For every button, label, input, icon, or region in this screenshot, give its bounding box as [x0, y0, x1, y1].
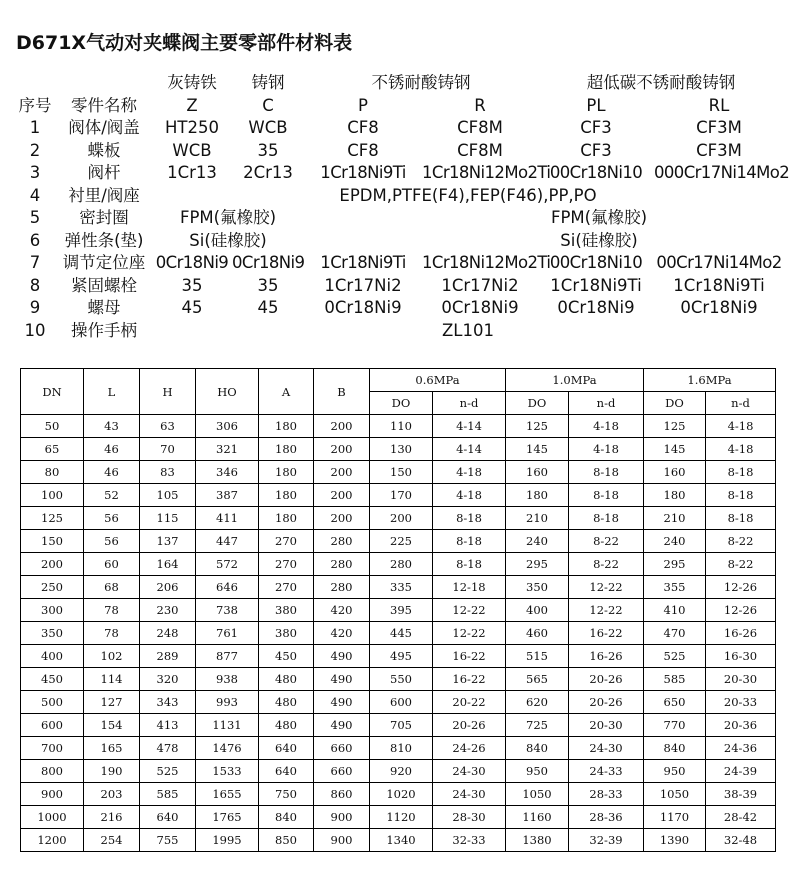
table-cell: 115	[140, 507, 196, 530]
table-cell: 1655	[196, 783, 259, 806]
table-cell: 32-33	[433, 829, 506, 852]
table-cell: 840	[644, 737, 706, 760]
table-cell: 4-18	[706, 438, 776, 461]
table-cell: 210	[644, 507, 706, 530]
table-cell: 525	[140, 760, 196, 783]
table-cell: 650	[644, 691, 706, 714]
table-cell: 180	[259, 484, 314, 507]
table-cell: 68	[84, 576, 140, 599]
table-cell: 56	[84, 530, 140, 553]
table-row	[21, 415, 776, 438]
col-header-0-6mpa: 0.6MPa	[370, 369, 506, 392]
table-cell: 24-30	[433, 783, 506, 806]
table-cell: 70	[140, 438, 196, 461]
table-row	[21, 461, 776, 484]
table-cell: 180	[506, 484, 569, 507]
table-cell: 60	[84, 553, 140, 576]
table-cell: 660	[314, 737, 370, 760]
col-header-do: DO	[370, 392, 433, 415]
table-cell: 450	[259, 645, 314, 668]
table-cell: 12-22	[433, 622, 506, 645]
table-cell: 515	[506, 645, 569, 668]
table-cell: 16-26	[706, 622, 776, 645]
table-cell: 1000	[21, 806, 84, 829]
table-cell: 1533	[196, 760, 259, 783]
table-cell: 160	[644, 461, 706, 484]
table-cell: 250	[21, 576, 84, 599]
table-cell: 180	[259, 461, 314, 484]
table-cell: 480	[259, 668, 314, 691]
table-cell: 20-22	[433, 691, 506, 714]
table-cell: 12-22	[433, 599, 506, 622]
table-row	[21, 507, 776, 530]
table-cell: 450	[21, 668, 84, 691]
table-cell: 20-26	[569, 668, 644, 691]
table-cell: 705	[370, 714, 433, 737]
table-cell: 254	[84, 829, 140, 852]
table-cell: 8-22	[706, 530, 776, 553]
table-cell: 52	[84, 484, 140, 507]
table-row	[21, 691, 776, 714]
table-cell: 755	[140, 829, 196, 852]
table-row	[21, 645, 776, 668]
table-cell: 210	[506, 507, 569, 530]
table-cell: 525	[644, 645, 706, 668]
table-cell: 860	[314, 783, 370, 806]
table-cell: 660	[314, 760, 370, 783]
table-cell: 200	[314, 438, 370, 461]
table-cell: 490	[314, 668, 370, 691]
table-cell: 840	[259, 806, 314, 829]
table-cell: 200	[21, 553, 84, 576]
table-cell: 4-14	[433, 415, 506, 438]
table-cell: 65	[21, 438, 84, 461]
table-cell: 306	[196, 415, 259, 438]
col-header-z: Z	[186, 95, 198, 115]
table-cell: 565	[506, 668, 569, 691]
table-cell: 127	[84, 691, 140, 714]
table-cell: 24-36	[706, 737, 776, 760]
table-cell: 8-18	[569, 484, 644, 507]
table-cell: 938	[196, 668, 259, 691]
table-row	[21, 622, 776, 645]
col-header-do: DO	[506, 392, 569, 415]
table-cell: 170	[370, 484, 433, 507]
page-title: D671X气动对夹蝶阀主要零部件材料表	[16, 32, 353, 54]
table-cell: 572	[196, 553, 259, 576]
col-header-1-6mpa: 1.6MPa	[644, 369, 776, 392]
table-cell: 203	[84, 783, 140, 806]
table-cell: 164	[140, 553, 196, 576]
table-cell: 8-22	[706, 553, 776, 576]
table-cell: 500	[21, 691, 84, 714]
table-cell: 145	[644, 438, 706, 461]
table-cell: 145	[506, 438, 569, 461]
table-cell: 12-18	[433, 576, 506, 599]
materials-col-header	[14, 95, 784, 118]
table-cell: 1390	[644, 829, 706, 852]
material-row: 5 密封圈 FPM(氟橡胶) FPM(氟橡胶)	[29, 208, 648, 228]
table-cell: 738	[196, 599, 259, 622]
table-cell: 56	[84, 507, 140, 530]
table-cell: 480	[259, 714, 314, 737]
table-cell: 8-18	[706, 484, 776, 507]
table-cell: 200	[314, 415, 370, 438]
col-header-c: C	[262, 95, 274, 115]
table-cell: 410	[644, 599, 706, 622]
table-cell: 8-18	[569, 507, 644, 530]
table-cell: 4-18	[433, 461, 506, 484]
table-cell: 28-42	[706, 806, 776, 829]
table-cell: 16-22	[433, 668, 506, 691]
table-cell: 4-18	[569, 415, 644, 438]
group-stainless: 不锈耐酸铸钢	[371, 73, 471, 93]
table-cell: 413	[140, 714, 196, 737]
table-cell: 20-26	[433, 714, 506, 737]
table-cell: 1765	[196, 806, 259, 829]
table-cell: 24-26	[433, 737, 506, 760]
table-cell: 600	[370, 691, 433, 714]
table-cell: 20-30	[706, 668, 776, 691]
table-cell: 395	[370, 599, 433, 622]
table-cell: 800	[21, 760, 84, 783]
table-cell: 1340	[370, 829, 433, 852]
table-cell: 248	[140, 622, 196, 645]
col-header-l: L	[84, 369, 140, 415]
table-cell: 200	[370, 507, 433, 530]
table-row	[21, 714, 776, 737]
table-cell: 20-26	[569, 691, 644, 714]
table-cell: 1170	[644, 806, 706, 829]
table-cell: 32-39	[569, 829, 644, 852]
table-cell: 8-18	[433, 553, 506, 576]
col-header-pl: PL	[586, 95, 606, 115]
table-cell: 160	[506, 461, 569, 484]
col-header-1-0mpa: 1.0MPa	[506, 369, 644, 392]
table-cell: 280	[314, 576, 370, 599]
col-header-index: 序号	[18, 95, 52, 115]
table-row	[21, 737, 776, 760]
table-cell: 200	[314, 461, 370, 484]
table-cell: 478	[140, 737, 196, 760]
table-cell: 78	[84, 599, 140, 622]
table-cell: 490	[314, 691, 370, 714]
table-cell: 320	[140, 668, 196, 691]
table-cell: 1050	[644, 783, 706, 806]
table-cell: 620	[506, 691, 569, 714]
material-row: 9 螺母 45 45 0Cr18Ni9 0Cr18Ni9 0Cr18Ni9 0Cr18Ni9	[29, 298, 758, 318]
col-header-ho: HO	[196, 369, 259, 415]
material-row: 8 紧固螺栓 35 35 1Cr17Ni2 1Cr17Ni2 1Cr18Ni9Ti 1Cr18Ni9Ti	[29, 275, 765, 295]
table-row	[21, 438, 776, 461]
table-cell: 8-18	[706, 507, 776, 530]
table-cell: 400	[506, 599, 569, 622]
table-cell: 28-36	[569, 806, 644, 829]
col-header-a: A	[259, 369, 314, 415]
table-cell: 8-22	[569, 530, 644, 553]
table-row	[21, 484, 776, 507]
table-cell: 63	[140, 415, 196, 438]
table-cell: 343	[140, 691, 196, 714]
table-cell: 24-30	[433, 760, 506, 783]
dimensions-header-row	[21, 369, 776, 392]
table-row	[21, 829, 776, 852]
table-row	[21, 783, 776, 806]
table-cell: 43	[84, 415, 140, 438]
table-cell: 490	[314, 714, 370, 737]
table-cell: 447	[196, 530, 259, 553]
table-cell: 600	[21, 714, 84, 737]
table-cell: 150	[370, 461, 433, 484]
table-cell: 83	[140, 461, 196, 484]
table-cell: 125	[506, 415, 569, 438]
table-cell: 80	[21, 461, 84, 484]
table-cell: 165	[84, 737, 140, 760]
table-cell: 495	[370, 645, 433, 668]
table-row	[21, 599, 776, 622]
table-cell: 387	[196, 484, 259, 507]
table-cell: 550	[370, 668, 433, 691]
table-cell: 725	[506, 714, 569, 737]
table-cell: 420	[314, 599, 370, 622]
dimensions-table	[20, 368, 776, 852]
col-header-p: P	[358, 95, 368, 115]
material-row: 4 衬里/阀座 EPDM,PTFE(F4),FEP(F46),PP,PO	[29, 185, 597, 205]
table-cell: 900	[314, 829, 370, 852]
group-gray-cast-iron: 灰铸铁	[167, 73, 217, 93]
table-cell: 280	[370, 553, 433, 576]
table-cell: 4-18	[569, 438, 644, 461]
table-cell: 646	[196, 576, 259, 599]
table-cell: 150	[21, 530, 84, 553]
material-row: 2 蝶板 WCB 35 CF8 CF8M CF3 CF3M	[29, 140, 742, 160]
col-header-h: H	[140, 369, 196, 415]
table-cell: 154	[84, 714, 140, 737]
dimensions-body	[21, 415, 776, 852]
table-cell: 1131	[196, 714, 259, 737]
table-cell: 20-33	[706, 691, 776, 714]
table-cell: 20-36	[706, 714, 776, 737]
table-cell: 840	[506, 737, 569, 760]
table-cell: 411	[196, 507, 259, 530]
table-cell: 270	[259, 553, 314, 576]
table-cell: 12-26	[706, 576, 776, 599]
table-cell: 180	[259, 415, 314, 438]
table-cell: 585	[644, 668, 706, 691]
table-cell: 4-18	[433, 484, 506, 507]
table-cell: 8-22	[569, 553, 644, 576]
table-cell: 335	[370, 576, 433, 599]
table-cell: 78	[84, 622, 140, 645]
material-row: 10 操作手柄 ZL101	[24, 320, 494, 340]
table-cell: 16-30	[706, 645, 776, 668]
col-header-rl: RL	[708, 95, 730, 115]
table-cell: 12-22	[569, 599, 644, 622]
table-cell: 38-39	[706, 783, 776, 806]
table-cell: 920	[370, 760, 433, 783]
table-cell: 346	[196, 461, 259, 484]
table-cell: 180	[259, 438, 314, 461]
col-header-do: DO	[644, 392, 706, 415]
table-cell: 8-18	[706, 461, 776, 484]
table-cell: 206	[140, 576, 196, 599]
table-cell: 380	[259, 599, 314, 622]
col-header-nd: n-d	[569, 392, 644, 415]
table-cell: 640	[140, 806, 196, 829]
table-row	[21, 668, 776, 691]
table-cell: 180	[259, 507, 314, 530]
table-cell: 321	[196, 438, 259, 461]
table-cell: 950	[506, 760, 569, 783]
table-cell: 240	[644, 530, 706, 553]
table-cell: 900	[314, 806, 370, 829]
table-cell: 230	[140, 599, 196, 622]
table-cell: 20-30	[569, 714, 644, 737]
table-cell: 125	[644, 415, 706, 438]
material-row: 1 阀体/阀盖 HT250 WCB CF8 CF8M CF3 CF3M	[29, 118, 742, 138]
table-cell: 877	[196, 645, 259, 668]
table-cell: 295	[644, 553, 706, 576]
table-cell: 1050	[506, 783, 569, 806]
table-cell: 770	[644, 714, 706, 737]
table-cell: 993	[196, 691, 259, 714]
table-cell: 200	[314, 507, 370, 530]
table-cell: 8-18	[569, 461, 644, 484]
col-header-dn: DN	[21, 369, 84, 415]
table-cell: 1476	[196, 737, 259, 760]
table-cell: 130	[370, 438, 433, 461]
table-cell: 295	[506, 553, 569, 576]
table-cell: 190	[84, 760, 140, 783]
table-cell: 761	[196, 622, 259, 645]
table-cell: 16-22	[569, 622, 644, 645]
table-cell: 200	[314, 484, 370, 507]
table-cell: 46	[84, 461, 140, 484]
table-cell: 216	[84, 806, 140, 829]
table-cell: 1200	[21, 829, 84, 852]
table-cell: 300	[21, 599, 84, 622]
table-cell: 46	[84, 438, 140, 461]
table-cell: 280	[314, 553, 370, 576]
table-cell: 180	[644, 484, 706, 507]
table-cell: 240	[506, 530, 569, 553]
table-cell: 950	[644, 760, 706, 783]
table-cell: 585	[140, 783, 196, 806]
table-cell: 225	[370, 530, 433, 553]
col-header-part: 零件名称	[71, 95, 137, 115]
table-cell: 102	[84, 645, 140, 668]
materials-table	[14, 72, 790, 342]
group-cast-steel: 铸钢	[251, 73, 285, 93]
table-cell: 270	[259, 530, 314, 553]
table-cell: 100	[21, 484, 84, 507]
table-cell: 28-30	[433, 806, 506, 829]
table-cell: 16-26	[569, 645, 644, 668]
table-cell: 750	[259, 783, 314, 806]
table-cell: 137	[140, 530, 196, 553]
table-cell: 50	[21, 415, 84, 438]
table-cell: 1380	[506, 829, 569, 852]
table-cell: 640	[259, 760, 314, 783]
table-cell: 355	[644, 576, 706, 599]
table-cell: 470	[644, 622, 706, 645]
table-cell: 110	[370, 415, 433, 438]
table-cell: 280	[314, 530, 370, 553]
table-cell: 480	[259, 691, 314, 714]
table-cell: 640	[259, 737, 314, 760]
col-header-b: B	[314, 369, 370, 415]
material-row: 7 调节定位座 0Cr18Ni9 0Cr18Ni9 1Cr18Ni9Ti 1Cr18Ni12Mo2Ti 00Cr18Ni10 00Cr17Ni14Mo2	[29, 253, 782, 273]
col-header-nd: n-d	[706, 392, 776, 415]
table-cell: 28-33	[569, 783, 644, 806]
table-cell: 850	[259, 829, 314, 852]
table-cell: 400	[21, 645, 84, 668]
table-cell: 1120	[370, 806, 433, 829]
table-cell: 700	[21, 737, 84, 760]
table-cell: 490	[314, 645, 370, 668]
table-cell: 16-22	[433, 645, 506, 668]
table-cell: 4-14	[433, 438, 506, 461]
table-cell: 4-18	[706, 415, 776, 438]
group-low-carbon-stainless: 超低碳不锈耐酸铸钢	[586, 73, 736, 93]
table-cell: 350	[21, 622, 84, 645]
table-cell: 24-39	[706, 760, 776, 783]
table-cell: 105	[140, 484, 196, 507]
table-cell: 289	[140, 645, 196, 668]
table-cell: 24-30	[569, 737, 644, 760]
table-cell: 1160	[506, 806, 569, 829]
table-cell: 460	[506, 622, 569, 645]
table-cell: 900	[21, 783, 84, 806]
table-row	[21, 806, 776, 829]
table-cell: 420	[314, 622, 370, 645]
table-row	[21, 760, 776, 783]
table-cell: 380	[259, 622, 314, 645]
table-cell: 125	[21, 507, 84, 530]
table-row	[21, 553, 776, 576]
table-cell: 445	[370, 622, 433, 645]
table-cell: 810	[370, 737, 433, 760]
table-cell: 1995	[196, 829, 259, 852]
material-row: 6 弹性条(垫) Si(硅橡胶) Si(硅橡胶)	[29, 230, 638, 250]
table-cell: 270	[259, 576, 314, 599]
table-cell: 32-48	[706, 829, 776, 852]
material-row: 3 阀杆 1Cr13 2Cr13 1Cr18Ni9Ti 1Cr18Ni12Mo2Ti 00Cr18Ni10 000Cr17Ni14Mo2	[29, 163, 790, 183]
col-header-r: R	[474, 95, 486, 115]
table-cell: 8-18	[433, 530, 506, 553]
table-row	[21, 576, 776, 599]
table-cell: 12-26	[706, 599, 776, 622]
table-cell: 24-33	[569, 760, 644, 783]
table-cell: 350	[506, 576, 569, 599]
table-cell: 8-18	[433, 507, 506, 530]
materials-group-header	[14, 72, 784, 95]
table-row	[21, 530, 776, 553]
table-cell: 12-22	[569, 576, 644, 599]
table-cell: 1020	[370, 783, 433, 806]
col-header-nd: n-d	[433, 392, 506, 415]
table-cell: 114	[84, 668, 140, 691]
